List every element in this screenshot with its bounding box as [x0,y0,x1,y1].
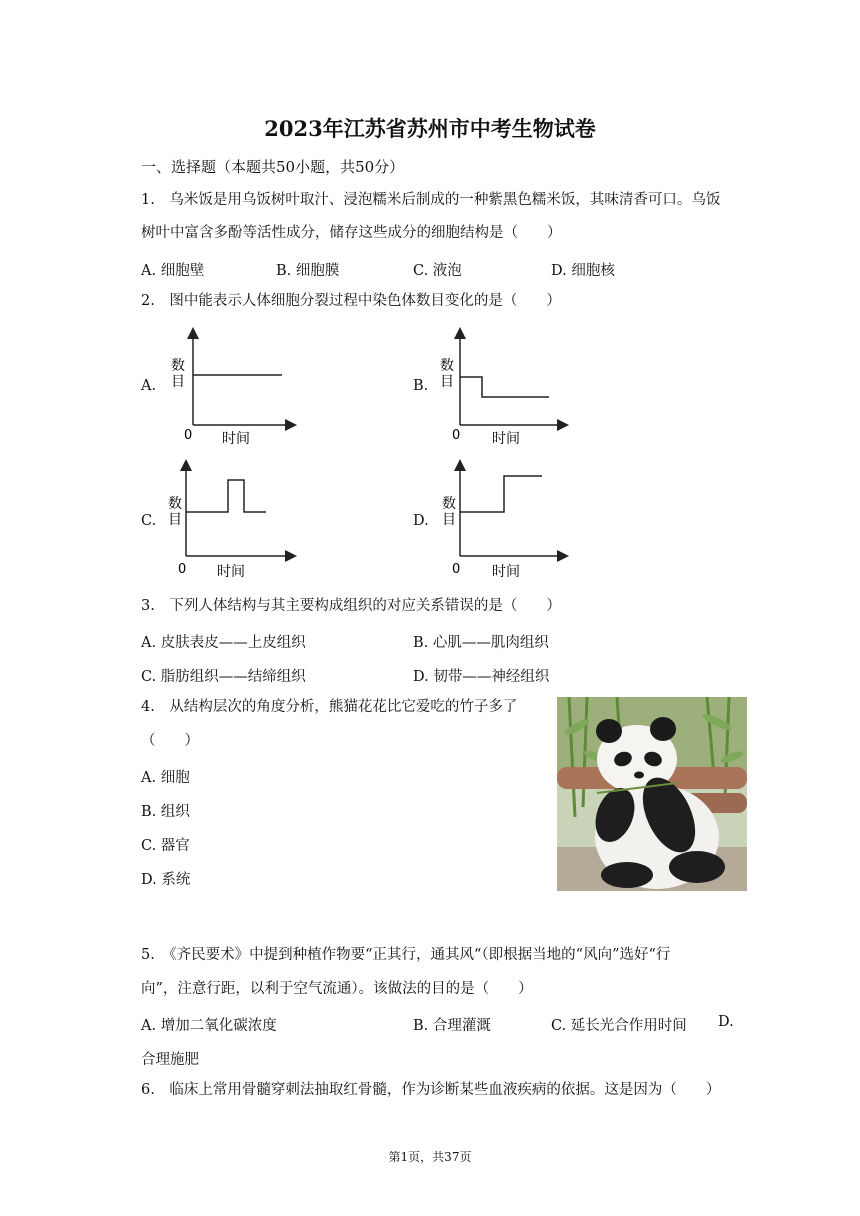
origin-label: 0 [452,562,461,577]
q1-option-c: C. 液泡 [413,263,462,279]
q5-option-c: C. 延长光合作用时间 [551,1018,687,1034]
q3-option-d: D. 韧带——神经组织 [413,669,550,685]
q6-line1: 6. 临床上常用骨髓穿刺法抽取红骨髓，作为诊断某些血液疾病的依据。这是因为（ ） [141,1082,721,1098]
y-label-bottom: 目 [442,512,456,528]
y-label-top: 数 [168,496,182,512]
q4-option-a: A. 细胞 [141,770,190,786]
q4-line1: 4. 从结构层次的角度分析，熊猫花花比它爱吃的竹子多了 [141,699,518,715]
panda-photo [557,697,747,891]
q5-line2: 向”，注意行距，以利于空气流通）。该做法的目的是（ ） [141,981,533,997]
q2-option-d-label: D. [413,513,429,529]
q1-option-b: B. 细胞膜 [276,263,340,279]
y-label-bottom: 目 [171,374,185,390]
q4-option-c: C. 器官 [141,838,190,854]
y-label-top: 数 [171,358,185,374]
q5-line1: 5. 《齐民要术》中提到种植作物要“正其行，通其风“（即根据当地的“风向”选好“行 [141,947,671,963]
q4-line2: （ ） [141,733,199,749]
series-line [186,480,266,512]
graph-d [434,458,574,584]
x-label: 时间 [222,431,250,446]
q3-option-a: A. 皮肤表皮——上皮组织 [141,635,306,651]
y-label-bottom: 目 [440,374,454,390]
q5-option-b: B. 合理灌溉 [413,1018,491,1034]
q2-option-b-label: B. [413,378,429,394]
q2-option-a-label: A. [141,378,157,394]
x-label: 时间 [492,564,520,580]
series-line [460,377,549,397]
q3-line1: 3. 下列人体结构与其主要构成组织的对应关系错误的是（ ） [141,598,561,614]
q3-option-c: C. 脂肪组织——结缔组织 [141,669,306,685]
graph-b [434,322,574,446]
q1-line2: 树叶中富含多酚等活性成分，储存这些成分的细胞结构是（ ） [141,225,562,241]
page-title: 2023年江苏省苏州市中考生物试卷 [264,116,596,141]
series-line [460,476,542,512]
section-heading: 一、选择题（本题共50小题，共50分） [141,158,405,176]
q1-option-d: D. 细胞核 [551,263,615,279]
q1-option-a: A. 细胞壁 [141,263,205,279]
origin-label: 0 [184,428,193,443]
q4-option-b: B. 组织 [141,804,190,820]
x-label: 时间 [217,564,245,580]
x-label: 时间 [492,431,520,446]
q2-line1: 2. 图中能表示人体细胞分裂过程中染色体数目变化的是（ ） [141,293,561,309]
q5-option-a: A. 增加二氧化碳浓度 [141,1018,277,1034]
y-label-top: 数 [440,358,454,374]
q4-option-d: D. 系统 [141,872,191,888]
page-footer: 第1页，共37页 [388,1150,472,1164]
y-label-bottom: 目 [168,512,182,528]
q5-option-d-text: 合理施肥 [141,1052,199,1068]
q2-option-c-label: C. [141,513,157,529]
y-label-top: 数 [442,496,456,512]
q5-option-d: D. [718,1014,734,1030]
origin-label: 0 [178,562,187,577]
origin-label: 0 [452,428,461,443]
graph-c [164,458,304,584]
graph-a [164,322,304,446]
q1-line1: 1. 乌米饭是用乌饭树叶取汁、浸泡糯米后制成的一种紫黑色糯米饭，其味清香可口。乌饭 [141,192,721,208]
q3-option-b: B. 心肌——肌肉组织 [413,635,549,651]
